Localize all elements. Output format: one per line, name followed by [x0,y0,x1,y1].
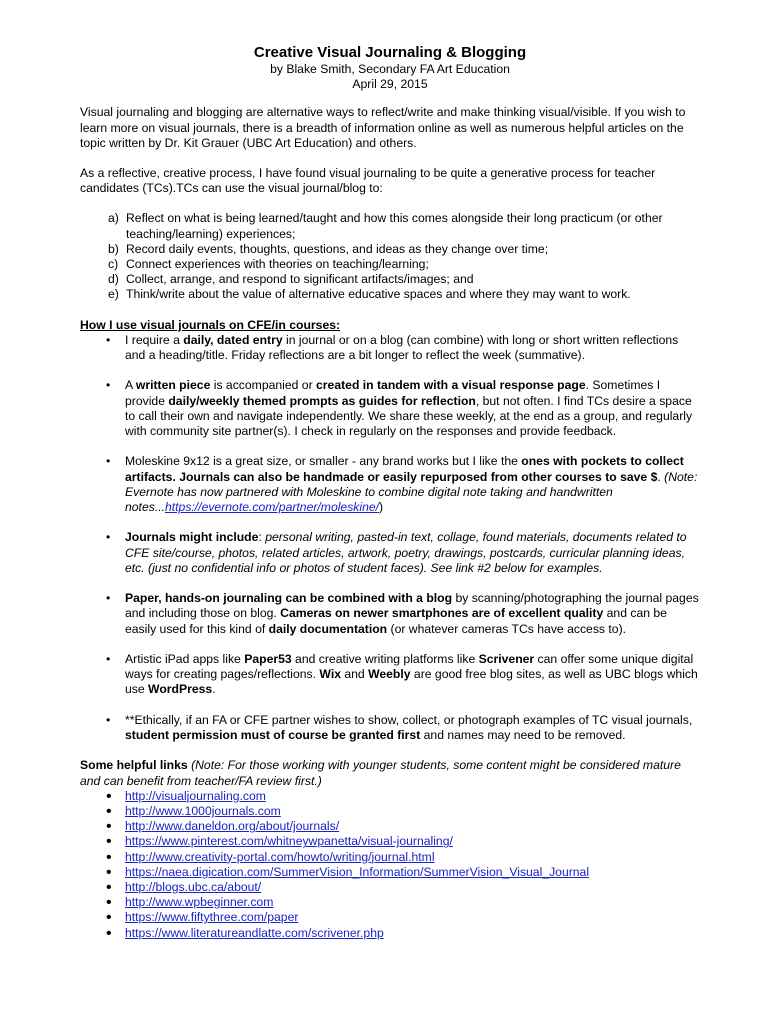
link[interactable]: http://blogs.ubc.ca/about/ [125,880,262,895]
uses-list [80,211,700,302]
link[interactable]: http://www.1000journals.com [125,804,281,819]
list-item [80,910,700,925]
section-heading-courses: How I use visual journals on CFE/in courses: [80,317,341,332]
list-item [80,865,700,880]
byline: by Blake Smith, Secondary FA Art Education [270,62,510,76]
courses-list [80,333,700,743]
link[interactable]: https://www.literatureandlatte.com/scrivener.php [125,925,384,940]
list-item [80,895,700,910]
list-item: d) Collect, arrange, and respond to significant artifacts/images; and [108,272,474,287]
link[interactable]: https://www.fiftythree.com/paper [125,910,299,925]
links-list [80,789,700,941]
link[interactable]: http://www.wpbeginner.com [125,895,274,910]
list-item: • Paper, hands-on journaling can be combined with a blog by scanning/photographing the journal pages and including those on blog. Cameras on newer smartphones are of excellent quality and can be easily used for this kind of daily documentation (or whatever cameras TCs have access to). [80,591,700,637]
list-item: • **Ethically, if an FA or CFE partner wishes to show, collect, or photograph examples of TC visual journals, student permission must of course be granted first and names may need to be removed. [80,713,700,743]
list-item: a) Reflect on what is being learned/taught and how this comes alongside their long practicum (or other teaching/learning) experiences; [108,211,663,241]
list-item: • Moleskine 9x12 is a great size, or smaller - any brand works but I like the ones with pockets to collect artifacts. Journals can also be handmade or easily repurposed from other courses to save $. (Note: Evernote has now partnered with Moleskine to combine digital note taking and handwritten notes...https://evernote.com/partner/moleskine/) [80,454,700,515]
link[interactable]: http://visualjournaling.com [125,788,266,803]
list-item: • A written piece is accompanied or created in tandem with a visual response page. Sometimes I provide daily/weekly themed prompts as guides for reflection, but not often. I find TCs desire a space to call their own and navigate independently. We share these weekly, at the end as a group, and regularly with community site partner(s). I check in regularly on the responses and provide feedback. [80,378,700,439]
link[interactable]: https://naea.digication.com/SummerVision_Information/SummerVision_Visual_Journal [125,864,590,879]
intro-paragraph: As a reflective, creative process, I have found visual journaling to be quite a generative process for teacher candidates (TCs).TCs can use the visual journal/blog to: [80,166,656,196]
link[interactable]: https://www.pinterest.com/whitneywpanetta/visual-journaling/ [125,834,453,849]
list-item: e) Think/write about the value of alternative educative spaces and where they may want to work. [108,287,631,302]
links-intro: Some helpful links (Note: For those working with younger students, some content might be considered mature and can benefit from teacher/FA review first.) [80,758,681,788]
link[interactable]: http://www.daneldon.org/about/journals/ [125,819,340,834]
list-item: • I require a daily, dated entry in journal or on a blog (can combine) with long or short written reflections and a heading/title. Friday reflections are a bit longer to reflect the week (summative). [80,333,700,363]
list-item [80,804,700,819]
list-item: • Journals might include: personal writing, pasted-in text, collage, found materials, documents related to CFE site/course, photos, related articles, artwork, poetry, drawings, postcards, curricular planning ideas, etc. (just no confidential info or photos of student faces). See link #2 below for examples. [80,530,700,576]
list-item [80,880,700,895]
list-item: • Artistic iPad apps like Paper53 and creative writing platforms like Scrivener can offer some unique digital ways for creating pages/reflections. Wix and Weebly are good free blog sites, as well as UBC blogs which use WordPress. [80,652,700,698]
link[interactable]: http://www.creativity-portal.com/howto/writing/journal.html [125,849,435,864]
list-item [80,789,700,804]
list-item [80,834,700,849]
list-item: b) Record daily events, thoughts, questions, and ideas as they change over time; [108,241,549,256]
document-title: Creative Visual Journaling & Blogging [253,44,527,61]
intro-paragraph: Visual journaling and blogging are alternative ways to reflect/write and make thinking visual/visible. If you wish to learn more on visual journals, there is a breadth of information online as well as numerous helpful articles on the topic written by Dr. Kit Grauer (UBC Art Education) and others. [80,105,686,150]
list-item: c) Connect experiences with theories on teaching/learning; [108,257,429,272]
list-item [80,850,700,865]
document-page [80,44,700,941]
date: April 29, 2015 [352,77,428,92]
list-item [80,819,700,834]
section-heading-links: Some helpful links [80,758,188,773]
list-item [80,926,700,941]
evernote-link[interactable]: https://evernote.com/partner/moleskine/ [164,500,380,515]
